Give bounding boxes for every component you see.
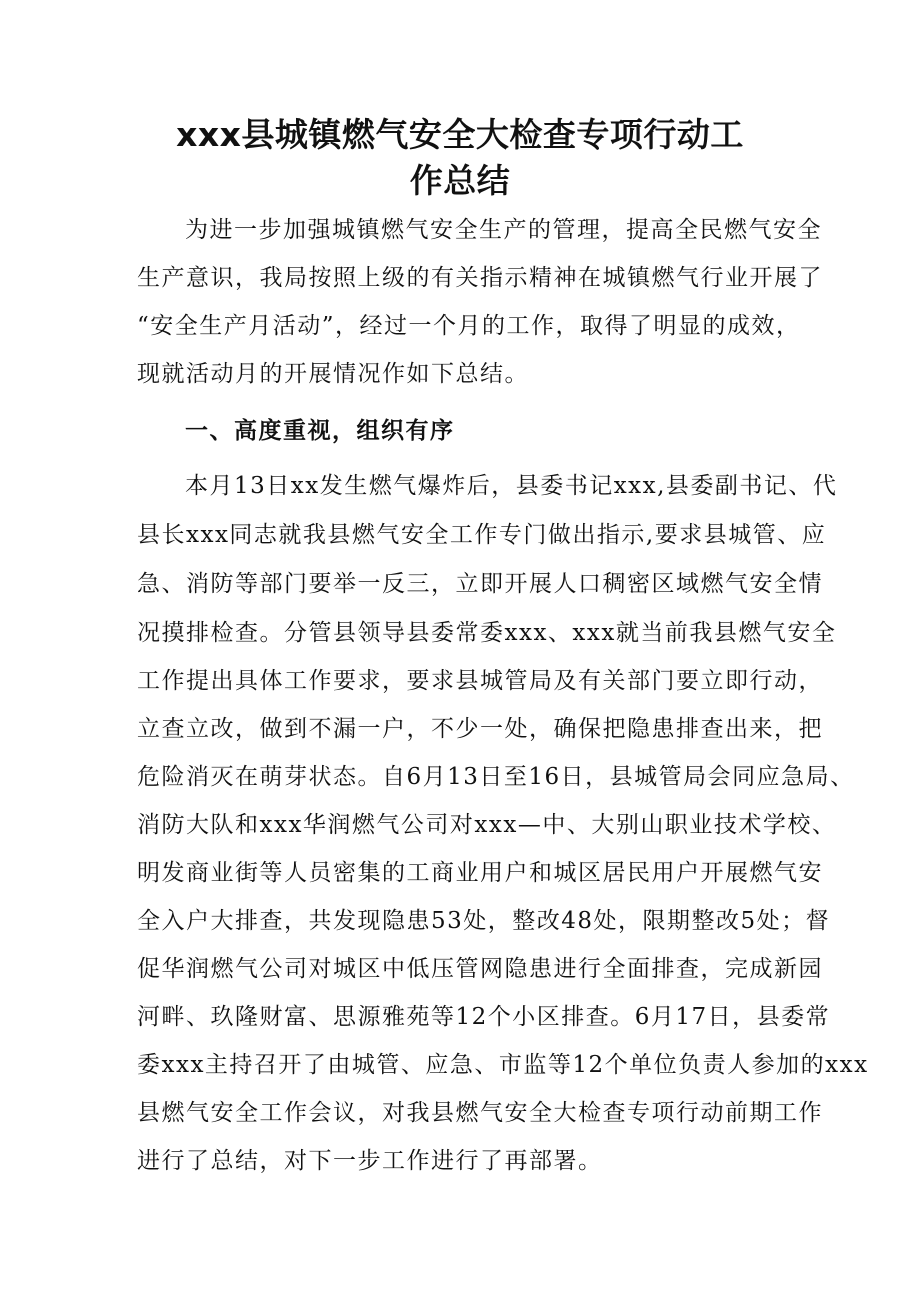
body-line: 立查立改，做到不漏一户，不少一处，确保把隐患排查出来，把 (137, 716, 823, 742)
intro-line: “安全生产月活动”，经过一个月的工作，取得了明显的成效， (137, 313, 801, 339)
body-line: 急、消防等部门要举一反三，立即开展人口稠密区域燃气安全情 (137, 571, 823, 597)
body-line: 本月13日xx发生燃气爆炸后，县委书记xxx,县委副书记、代 (185, 473, 838, 499)
intro-line: 生产意识，我局按照上级的有关指示精神在城镇燃气行业开展了 (137, 265, 823, 291)
body-line: 县燃气安全工作会议，对我县燃气安全大检查专项行动前期工作 (137, 1100, 823, 1126)
title-line-1: xxx县城镇燃气安全大检查专项行动工 (176, 115, 744, 154)
body-line: 全入户大排查，共发现隐患53处，整改48处，限期整改5处；督 (137, 908, 831, 934)
intro-line: 现就活动月的开展情况作如下总结。 (137, 361, 529, 387)
body-line: 进行了总结，对下一步工作进行了再部署。 (137, 1148, 603, 1174)
body-line: 危险消灭在萌芽状态。自6月13日至16日，县城管局会同应急局、 (137, 764, 855, 790)
body-line: 促华润燃气公司对城区中低压管网隐患进行全面排查，完成新园 (137, 956, 823, 982)
body-line: 县长xxx同志就我县燃气安全工作专门做出指示,要求县城管、应 (137, 522, 827, 548)
body-line: 况摸排检查。分管县领导县委常委xxx、xxx就当前我县燃气安全 (137, 620, 837, 646)
body-line: 工作提出具体工作要求，要求县城管局及有关部门要立即行动， (137, 668, 823, 694)
body-line: 河畔、玖隆财富、思源雅苑等12个小区排查。6月17日，县委常 (137, 1004, 831, 1030)
body-line: 消防大队和xxx华润燃气公司对xxx—中、大别山职业技术学校、 (137, 812, 837, 838)
document-title (0, 112, 920, 204)
intro-line: 为进一步加强城镇燃气安全生产的管理，提高全民燃气安全 (185, 217, 822, 243)
section-heading: 一、高度重视，组织有序 (185, 418, 455, 444)
body-line: 明发商业街等人员密集的工商业用户和城区居民用户开展燃气安 (137, 860, 823, 886)
title-line-2: 作总结 (409, 161, 511, 200)
body-line: 委xxx主持召开了由城管、应急、市监等12个单位负责人参加的xxx (137, 1052, 869, 1078)
